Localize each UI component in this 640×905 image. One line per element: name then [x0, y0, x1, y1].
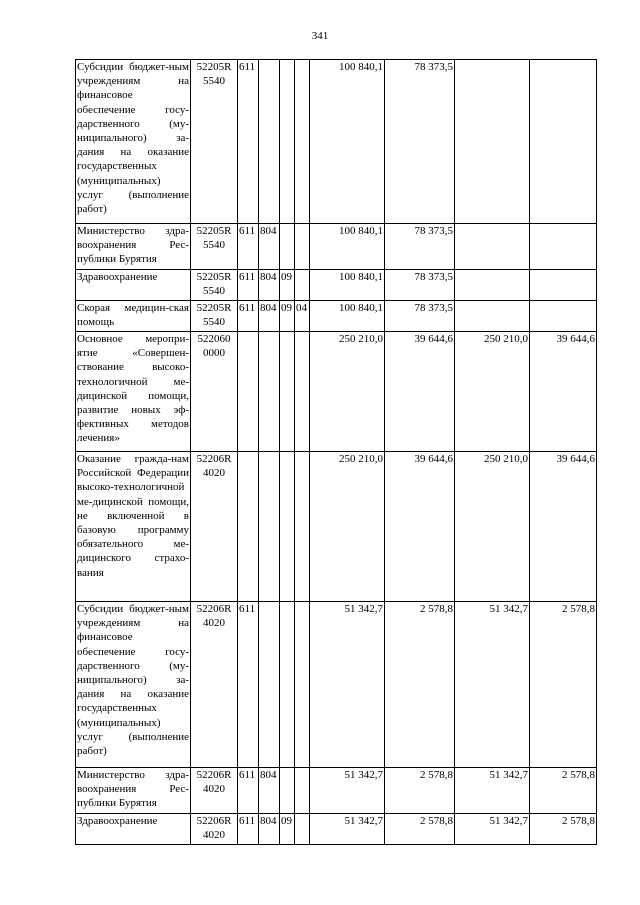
table-row [76, 332, 597, 452]
row-name: Основное меропри-ятие «Совершен-ствование высоко-технологичной ме-дицинской помощи, развитие новых эф-фективных методов лечения» [76, 332, 191, 452]
row-sum3 [455, 224, 530, 270]
row-sum2: 39 644,6 [385, 452, 455, 602]
row-name: Здравоохранение [76, 270, 191, 301]
page-number: 341 [311, 30, 329, 42]
row-sum4 [530, 224, 597, 270]
row-csr: 52206R 4020 [191, 768, 238, 814]
row-pr [295, 814, 310, 845]
table-row [76, 452, 597, 602]
row-name: Скорая медицин-ская помощь [76, 301, 191, 332]
row-sum3: 51 342,7 [455, 814, 530, 845]
row-pr [295, 768, 310, 814]
row-pr [295, 270, 310, 301]
row-csr: 52206R 4020 [191, 452, 238, 602]
table-row [76, 270, 597, 301]
row-sum1: 51 342,7 [310, 602, 385, 768]
row-sum4 [530, 60, 597, 224]
row-grbs: 804 [259, 768, 280, 814]
row-sum2: 78 373,5 [385, 301, 455, 332]
row-vr [238, 332, 259, 452]
row-pr [295, 332, 310, 452]
row-sum2: 2 578,8 [385, 768, 455, 814]
row-vr: 611 [238, 270, 259, 301]
row-sum2: 2 578,8 [385, 602, 455, 768]
row-rz: 09 [280, 270, 295, 301]
row-grbs [259, 60, 280, 224]
row-sum3: 51 342,7 [455, 768, 530, 814]
row-sum1: 100 840,1 [310, 301, 385, 332]
row-grbs: 804 [259, 814, 280, 845]
row-vr: 611 [238, 301, 259, 332]
table-row [76, 60, 597, 224]
row-name: Субсидии бюджет-ным учреждениям на финансовое обеспечение госу-дарственного (му-ниципального) за-дания на оказание государственных (муниципальных) услуг (выполнение работ) [76, 602, 191, 768]
table-row [76, 602, 597, 768]
row-rz [280, 60, 295, 224]
row-vr: 611 [238, 814, 259, 845]
row-grbs: 804 [259, 270, 280, 301]
table-row [76, 768, 597, 814]
row-vr: 611 [238, 602, 259, 768]
row-sum3 [455, 301, 530, 332]
row-name: Субсидии бюджет-ным учреждениям на финансовое обеспечение госу-дарственного (му-ниципального) за-дания на оказание государственных (муниципальных) услуг (выполнение работ) [76, 60, 191, 224]
row-rz [280, 452, 295, 602]
row-pr [295, 602, 310, 768]
table-body [76, 60, 597, 845]
row-sum1: 100 840,1 [310, 224, 385, 270]
row-csr: 52205R 5540 [191, 60, 238, 224]
table-row [76, 814, 597, 845]
table-row [76, 301, 597, 332]
row-rz [280, 768, 295, 814]
row-sum1: 100 840,1 [310, 270, 385, 301]
row-sum2: 39 644,6 [385, 332, 455, 452]
row-rz [280, 224, 295, 270]
row-sum4: 2 578,8 [530, 602, 597, 768]
row-sum2: 78 373,5 [385, 224, 455, 270]
row-pr: 04 [295, 301, 310, 332]
row-grbs: 804 [259, 301, 280, 332]
row-pr [295, 60, 310, 224]
row-csr: 52205R 5540 [191, 301, 238, 332]
row-vr: 611 [238, 60, 259, 224]
row-sum2: 78 373,5 [385, 270, 455, 301]
row-sum2: 2 578,8 [385, 814, 455, 845]
row-name: Оказание гражда-нам Российской Федерации высоко-технологичной ме-дицинской помощи, не включенной в базовую программу обязательного ме-дицинского страхо-вания [76, 452, 191, 602]
row-rz [280, 602, 295, 768]
row-grbs: 804 [259, 224, 280, 270]
row-sum1: 51 342,7 [310, 814, 385, 845]
row-sum4: 2 578,8 [530, 814, 597, 845]
row-sum1: 100 840,1 [310, 60, 385, 224]
row-csr: 52205R 5540 [191, 224, 238, 270]
row-vr: 611 [238, 768, 259, 814]
row-sum3 [455, 60, 530, 224]
row-csr: 52206R 4020 [191, 602, 238, 768]
budget-table [75, 59, 597, 845]
row-csr: 522060 0000 [191, 332, 238, 452]
row-csr: 52205R 5540 [191, 270, 238, 301]
row-vr [238, 452, 259, 602]
row-name: Здравоохранение [76, 814, 191, 845]
row-sum3: 250 210,0 [455, 332, 530, 452]
row-sum1: 250 210,0 [310, 452, 385, 602]
table-row [76, 224, 597, 270]
row-sum3 [455, 270, 530, 301]
row-pr [295, 224, 310, 270]
row-vr: 611 [238, 224, 259, 270]
row-sum3: 250 210,0 [455, 452, 530, 602]
row-rz: 09 [280, 301, 295, 332]
row-grbs [259, 602, 280, 768]
row-rz: 09 [280, 814, 295, 845]
row-name: Министерство здра-воохранения Рес-публики Бурятия [76, 768, 191, 814]
row-rz [280, 332, 295, 452]
row-sum1: 250 210,0 [310, 332, 385, 452]
row-sum4: 39 644,6 [530, 332, 597, 452]
row-csr: 52206R 4020 [191, 814, 238, 845]
row-sum4 [530, 301, 597, 332]
row-sum3: 51 342,7 [455, 602, 530, 768]
row-pr [295, 452, 310, 602]
row-name: Министерство здра-воохранения Рес-публики Бурятия [76, 224, 191, 270]
row-sum1: 51 342,7 [310, 768, 385, 814]
row-sum4 [530, 270, 597, 301]
row-sum2: 78 373,5 [385, 60, 455, 224]
row-grbs [259, 332, 280, 452]
row-sum4: 2 578,8 [530, 768, 597, 814]
row-sum4: 39 644,6 [530, 452, 597, 602]
row-grbs [259, 452, 280, 602]
